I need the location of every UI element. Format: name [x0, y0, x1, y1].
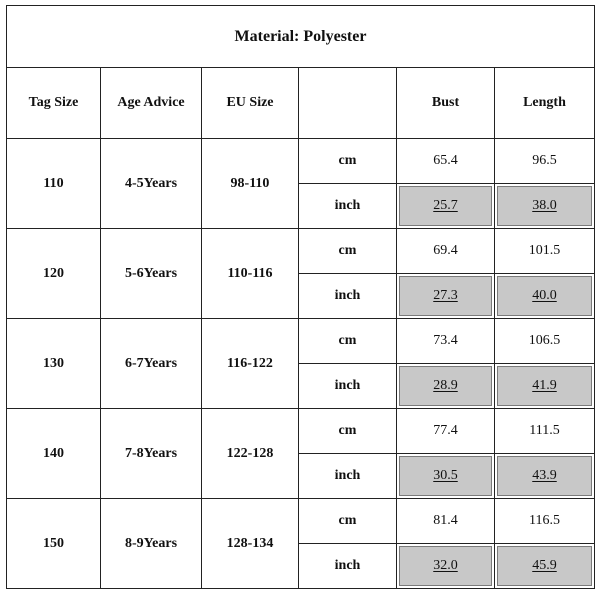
length-cm-cell: 101.5: [495, 229, 595, 274]
bust-cm-cell: 73.4: [397, 319, 495, 364]
table-row-cm: [7, 139, 595, 184]
length-inch-cell: 43.9: [495, 454, 595, 499]
age-advice-cell: 4-5Years: [101, 139, 202, 229]
tag-size-cell: 150: [7, 499, 101, 589]
unit-inch-cell: inch: [299, 544, 397, 589]
header-row: [7, 68, 595, 139]
table-row-cm: [7, 319, 595, 364]
unit-cm-cell: cm: [299, 319, 397, 364]
eu-size-cell: 98-110: [202, 139, 299, 229]
unit-cm-cell: cm: [299, 139, 397, 184]
length-inch-cell: 41.9: [495, 364, 595, 409]
bust-cm-cell: 65.4: [397, 139, 495, 184]
header-age-advice: Age Advice: [101, 68, 202, 139]
table-row-cm: [7, 229, 595, 274]
table-row-cm: [7, 409, 595, 454]
bust-inch-cell: 28.9: [397, 364, 495, 409]
header-length: Length: [495, 68, 595, 139]
age-advice-cell: 7-8Years: [101, 409, 202, 499]
unit-inch-cell: inch: [299, 364, 397, 409]
length-cm-cell: 116.5: [495, 499, 595, 544]
unit-inch-cell: inch: [299, 184, 397, 229]
header-bust: Bust: [397, 68, 495, 139]
bust-inch-cell: 30.5: [397, 454, 495, 499]
size-chart-table: [6, 5, 595, 589]
bust-inch-cell: 32.0: [397, 544, 495, 589]
bust-cm-cell: 81.4: [397, 499, 495, 544]
tag-size-cell: 140: [7, 409, 101, 499]
table-row-cm: [7, 499, 595, 544]
bust-cm-cell: 77.4: [397, 409, 495, 454]
unit-inch-cell: inch: [299, 454, 397, 499]
unit-cm-cell: cm: [299, 499, 397, 544]
length-cm-cell: 111.5: [495, 409, 595, 454]
eu-size-cell: 116-122: [202, 319, 299, 409]
length-inch-cell: 38.0: [495, 184, 595, 229]
bust-cm-cell: 69.4: [397, 229, 495, 274]
length-inch-cell: 45.9: [495, 544, 595, 589]
length-inch-cell: 40.0: [495, 274, 595, 319]
unit-inch-cell: inch: [299, 274, 397, 319]
bust-inch-cell: 27.3: [397, 274, 495, 319]
age-advice-cell: 8-9Years: [101, 499, 202, 589]
unit-cm-cell: cm: [299, 409, 397, 454]
tag-size-cell: 130: [7, 319, 101, 409]
eu-size-cell: 128-134: [202, 499, 299, 589]
length-cm-cell: 106.5: [495, 319, 595, 364]
header-tag-size: Tag Size: [7, 68, 101, 139]
table-title: Material: Polyester: [7, 6, 595, 68]
eu-size-cell: 122-128: [202, 409, 299, 499]
age-advice-cell: 5-6Years: [101, 229, 202, 319]
header-unit: [299, 68, 397, 139]
length-cm-cell: 96.5: [495, 139, 595, 184]
bust-inch-cell: 25.7: [397, 184, 495, 229]
header-eu-size: EU Size: [202, 68, 299, 139]
tag-size-cell: 120: [7, 229, 101, 319]
eu-size-cell: 110-116: [202, 229, 299, 319]
unit-cm-cell: cm: [299, 229, 397, 274]
tag-size-cell: 110: [7, 139, 101, 229]
age-advice-cell: 6-7Years: [101, 319, 202, 409]
